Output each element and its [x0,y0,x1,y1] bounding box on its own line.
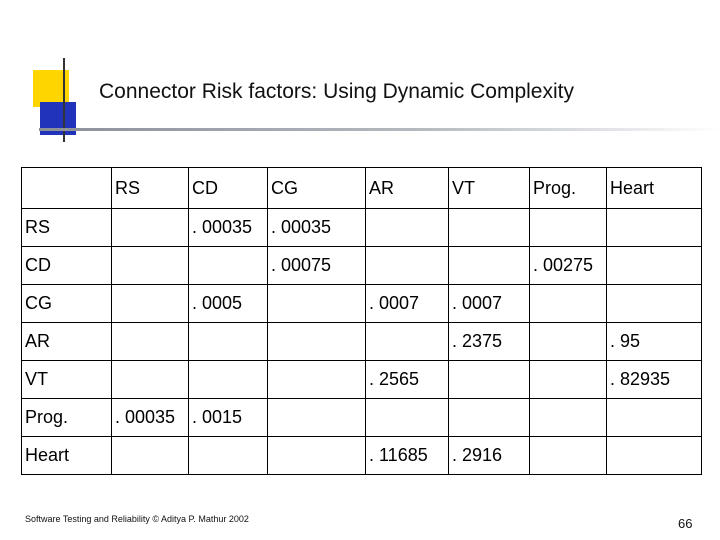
table-cell [366,247,449,285]
table-cell [530,323,607,361]
table-row [22,437,702,475]
matrix-body [22,168,702,475]
table-row [22,247,702,285]
table-cell: . 00035 [112,399,189,437]
table-cell [112,437,189,475]
table-cell [607,247,702,285]
column-header: RS [112,168,189,209]
table-row [22,285,702,323]
slide-title: Connector Risk factors: Using Dynamic Complexity [99,80,574,103]
column-header: VT [449,168,530,209]
table-cell [366,323,449,361]
table-cell [449,209,530,247]
table-cell [268,323,366,361]
table-cell [530,437,607,475]
table-cell [189,361,268,399]
table-cell: . 0007 [366,285,449,323]
table-cell [530,361,607,399]
column-header: Prog. [530,168,607,209]
table-cell: . 2565 [366,361,449,399]
table-cell [366,399,449,437]
table-cell [607,399,702,437]
table-cell: . 00035 [189,209,268,247]
table-cell: . 0007 [449,285,530,323]
table-row [22,399,702,437]
row-header: VT [22,361,112,399]
table-cell [449,247,530,285]
row-header: Heart [22,437,112,475]
table-cell: . 0015 [189,399,268,437]
column-header: Heart [607,168,702,209]
table-cell [112,323,189,361]
risk-factor-matrix [21,167,702,475]
table-cell: . 2375 [449,323,530,361]
row-header: Prog. [22,399,112,437]
table-cell: . 0005 [189,285,268,323]
table-cell [268,361,366,399]
table-cell [112,361,189,399]
table-cell [268,399,366,437]
table-cell [607,209,702,247]
page-number: 66 [678,516,693,531]
table-row [22,209,702,247]
column-header: AR [366,168,449,209]
column-header: CG [268,168,366,209]
table-cell: . 82935 [607,361,702,399]
table-cell [530,399,607,437]
row-header: CG [22,285,112,323]
table-cell [112,209,189,247]
column-header: CD [189,168,268,209]
table-row [22,323,702,361]
table-cell [607,285,702,323]
table-cell [530,285,607,323]
row-header: CD [22,247,112,285]
table-cell: . 2916 [449,437,530,475]
table-cell: . 00035 [268,209,366,247]
table-cell [607,437,702,475]
table-cell [112,285,189,323]
title-underline [39,128,720,131]
table-cell: . 95 [607,323,702,361]
table-cell [449,399,530,437]
row-header: AR [22,323,112,361]
table-cell [366,209,449,247]
header-row [22,168,702,209]
table-cell [268,437,366,475]
table-cell [189,247,268,285]
header-corner-cell [22,168,112,209]
slide-footer: Software Testing and Reliability © Aditya P. Mathur 2002 [25,514,249,524]
table-cell [189,437,268,475]
table-cell [449,361,530,399]
table-row [22,361,702,399]
table-cell: . 00075 [268,247,366,285]
table-cell: . 11685 [366,437,449,475]
table-cell [268,285,366,323]
row-header: RS [22,209,112,247]
table-cell [112,247,189,285]
table-cell [189,323,268,361]
table-cell: . 00275 [530,247,607,285]
table-cell [530,209,607,247]
